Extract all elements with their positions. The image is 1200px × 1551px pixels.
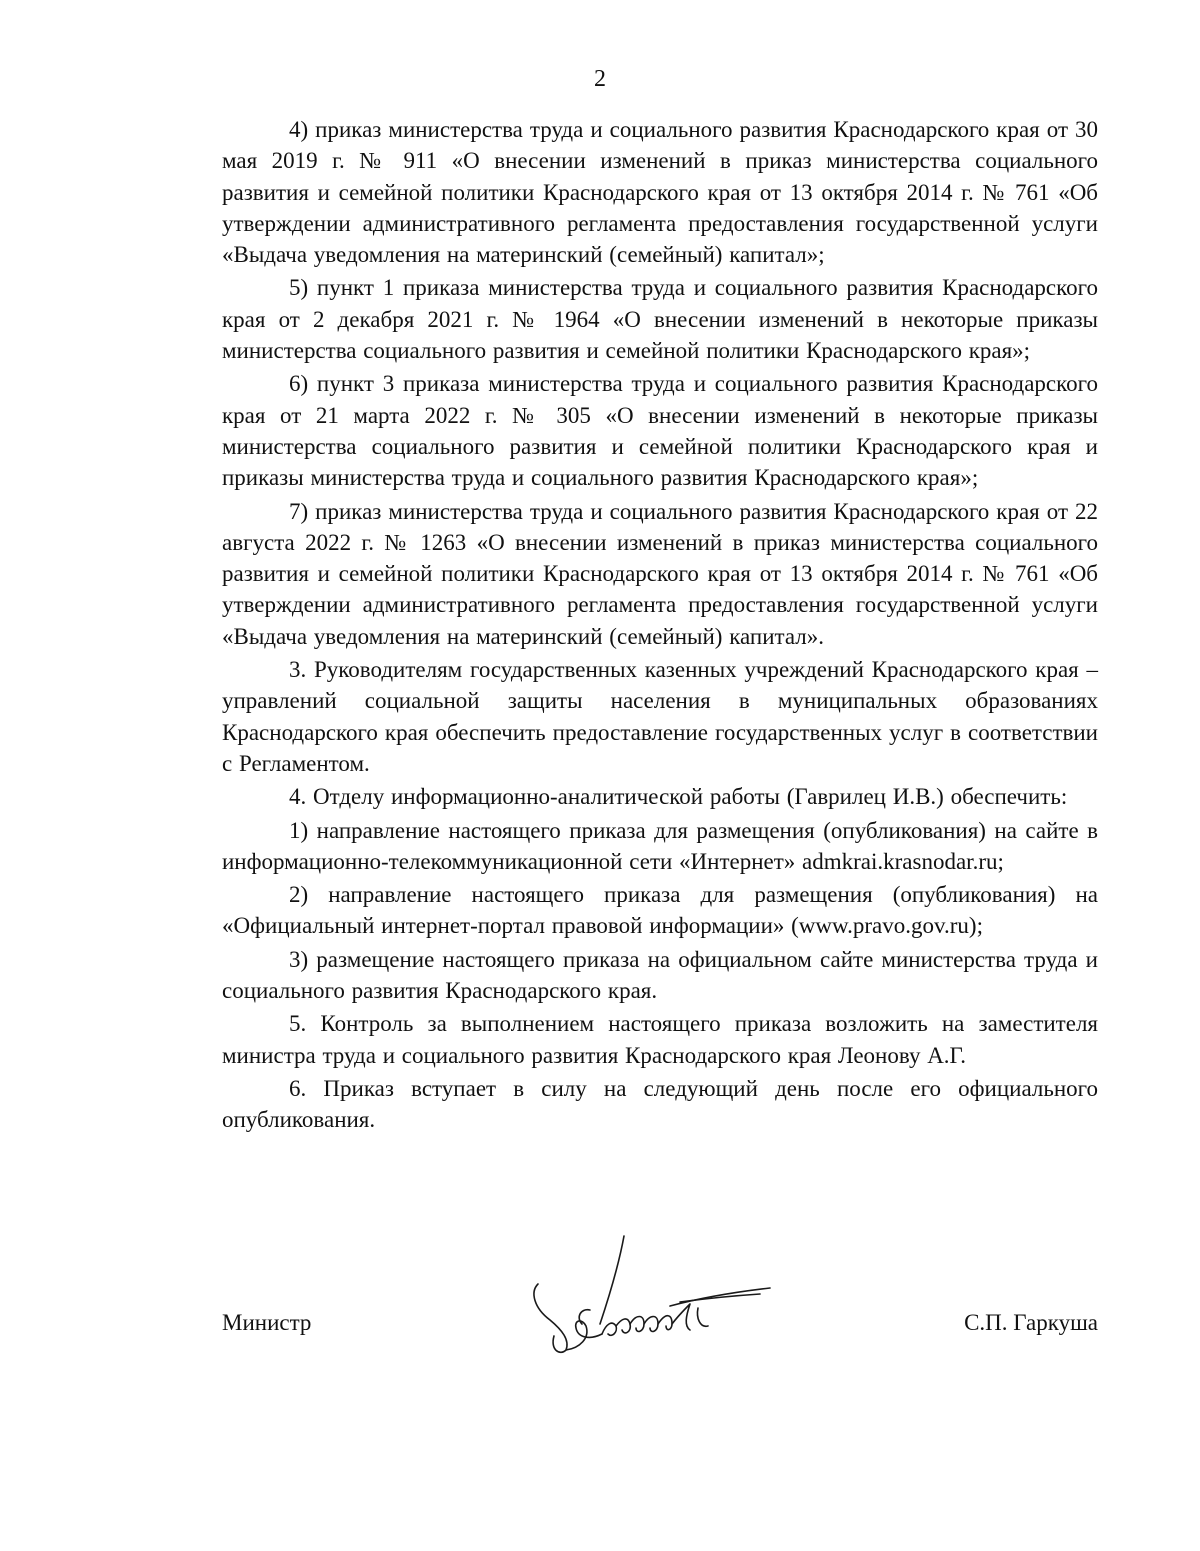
paragraph-item-5: 5) пункт 1 приказа министерства труда и социального развития Краснодарского края от 2 декабря 2021 г. № 1964 «О внесении изменений в некоторые приказы министерства социального развития и семейной политики Краснодарского края»;: [222, 275, 1098, 364]
signature-block: [222, 1308, 1098, 1348]
paragraph-item-4: 4) приказ министерства труда и социального развития Краснодарского края от 30 мая 2019 г. № 911 «О внесении изменений в приказ министерства социального развития и семейной политики Краснодарского края от 13 октября 2014 г. № 761 «Об утверждении административного регламента предоставления государственной услуги «Выдача уведомления на материнский (семейный) капитал»;: [222, 117, 1098, 268]
paragraph-section-6: 6. Приказ вступает в силу на следующий день после его официального опубликования.: [222, 1075, 1098, 1133]
paragraph-subitem-3: 3) размещение настоящего приказа на официальном сайте министерства труда и социального развития Краснодарского края.: [222, 946, 1098, 1004]
paragraph-subitem-2: 2) направление настоящего приказа для размещения (опубликования) на «Официальный интернет-портал правовой информации» (www.pravo.gov.ru);: [222, 882, 1098, 939]
signer-name: С.П. Гаркуша: [964, 1310, 1098, 1335]
document-body: [222, 114, 1098, 1136]
paragraph-section-5: 5. Контроль за выполнением настоящего приказа возложить на заместителя министра труда и социального развития Краснодарского края Леонову А.Г.: [222, 1011, 1098, 1068]
paragraph-section-3: 3. Руководителям государственных казенных учреждений Краснодарского края – управлений социальной защиты населения в муниципальных образованиях Краснодарского края обеспечить предоставление государственных услуг в соответствии с Регламентом.: [222, 657, 1098, 776]
paragraph-item-6: 6) пункт 3 приказа министерства труда и социального развития Краснодарского края от 21 марта 2022 г. № 305 «О внесении изменений в некоторые приказы министерства социального развития и семейной политики Краснодарского края и приказы министерства труда и социального развития Краснодарского края»;: [222, 371, 1098, 491]
paragraph-item-7: 7) приказ министерства труда и социального развития Краснодарского края от 22 августа 2022 г. № 1263 «О внесении изменений в приказ министерства социального развития и семейной политики Краснодарского края от 13 октября 2014 г. № 761 «Об утверждении административного регламента предоставления государственной услуги «Выдача уведомления на материнский (семейный) капитал».: [222, 498, 1098, 649]
paragraph-subitem-1: 1) направление настоящего приказа для размещения (опубликования) на сайте в информационно-телекоммуникационной сети «Интернет» admkrai.krasnodar.ru;: [222, 817, 1098, 874]
page-number: 2: [594, 66, 606, 92]
paragraph-section-4: 4. Отделу информационно-аналитической работы (Гаврилец И.В.) обеспечить:: [289, 784, 1068, 810]
signer-position: Министр: [222, 1310, 312, 1335]
